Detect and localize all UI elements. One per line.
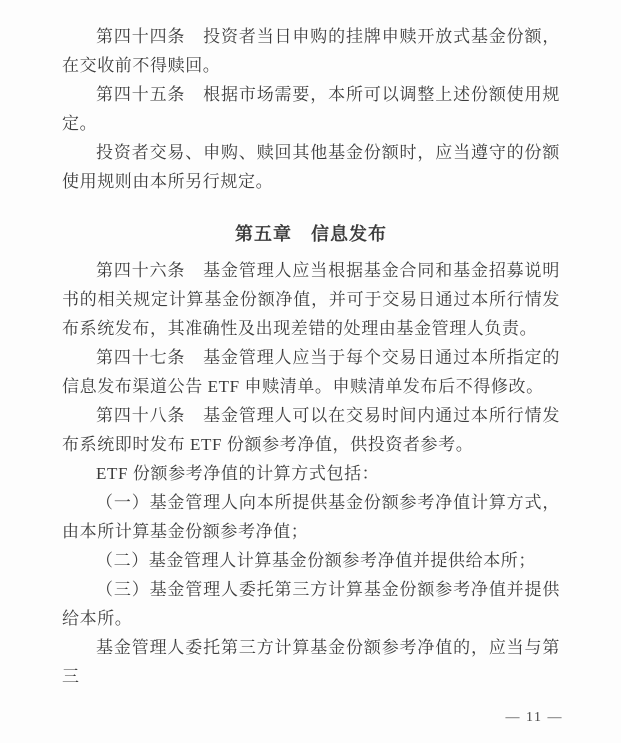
- paragraph: 第四十四条 投资者当日申购的挂牌申赎开放式基金份额，在交收前不得赎回。: [62, 27, 560, 75]
- paragraph: （二）基金管理人计算基金份额参考净值并提供给本所；: [96, 551, 536, 570]
- chapter-heading: 第五章 信息发布: [235, 224, 387, 244]
- paragraph: 第四十七条 基金管理人应当于每个交易日通过本所指定的信息发布渠道公告 ETF 申赎清单。申赎清单发布后不得修改。: [62, 348, 560, 396]
- page-footer: [506, 708, 563, 726]
- paragraph: 投资者交易、申购、赎回其他基金份额时，应当遵守的份额使用规则由本所另行规定。: [62, 143, 560, 191]
- document-body: [62, 22, 560, 691]
- paragraph: （一）基金管理人向本所提供基金份额参考净值计算方式，由本所计算基金份额参考净值；: [62, 493, 560, 541]
- paragraph: 第四十五条 根据市场需要，本所可以调整上述份额使用规定。: [62, 85, 560, 133]
- paragraph: （三）基金管理人委托第三方计算基金份额参考净值并提供给本所。: [62, 580, 560, 628]
- page-number: — 11 —: [505, 710, 563, 725]
- paragraph: ETF 份额参考净值的计算方式包括：: [96, 464, 380, 483]
- paragraph: 基金管理人委托第三方计算基金份额参考净值的，应当与第三: [62, 638, 560, 686]
- paragraph: 第四十六条 基金管理人应当根据基金合同和基金招募说明书的相关规定计算基金份额净值，并可于交易日通过本所行情发布系统发布，其准确性及出现差错的处理由基金管理人负责。: [62, 261, 560, 338]
- paragraph: 第四十八条 基金管理人可以在交易时间内通过本所行情发布系统即时发布 ETF 份额参考净值，供投资者参考。: [62, 406, 560, 454]
